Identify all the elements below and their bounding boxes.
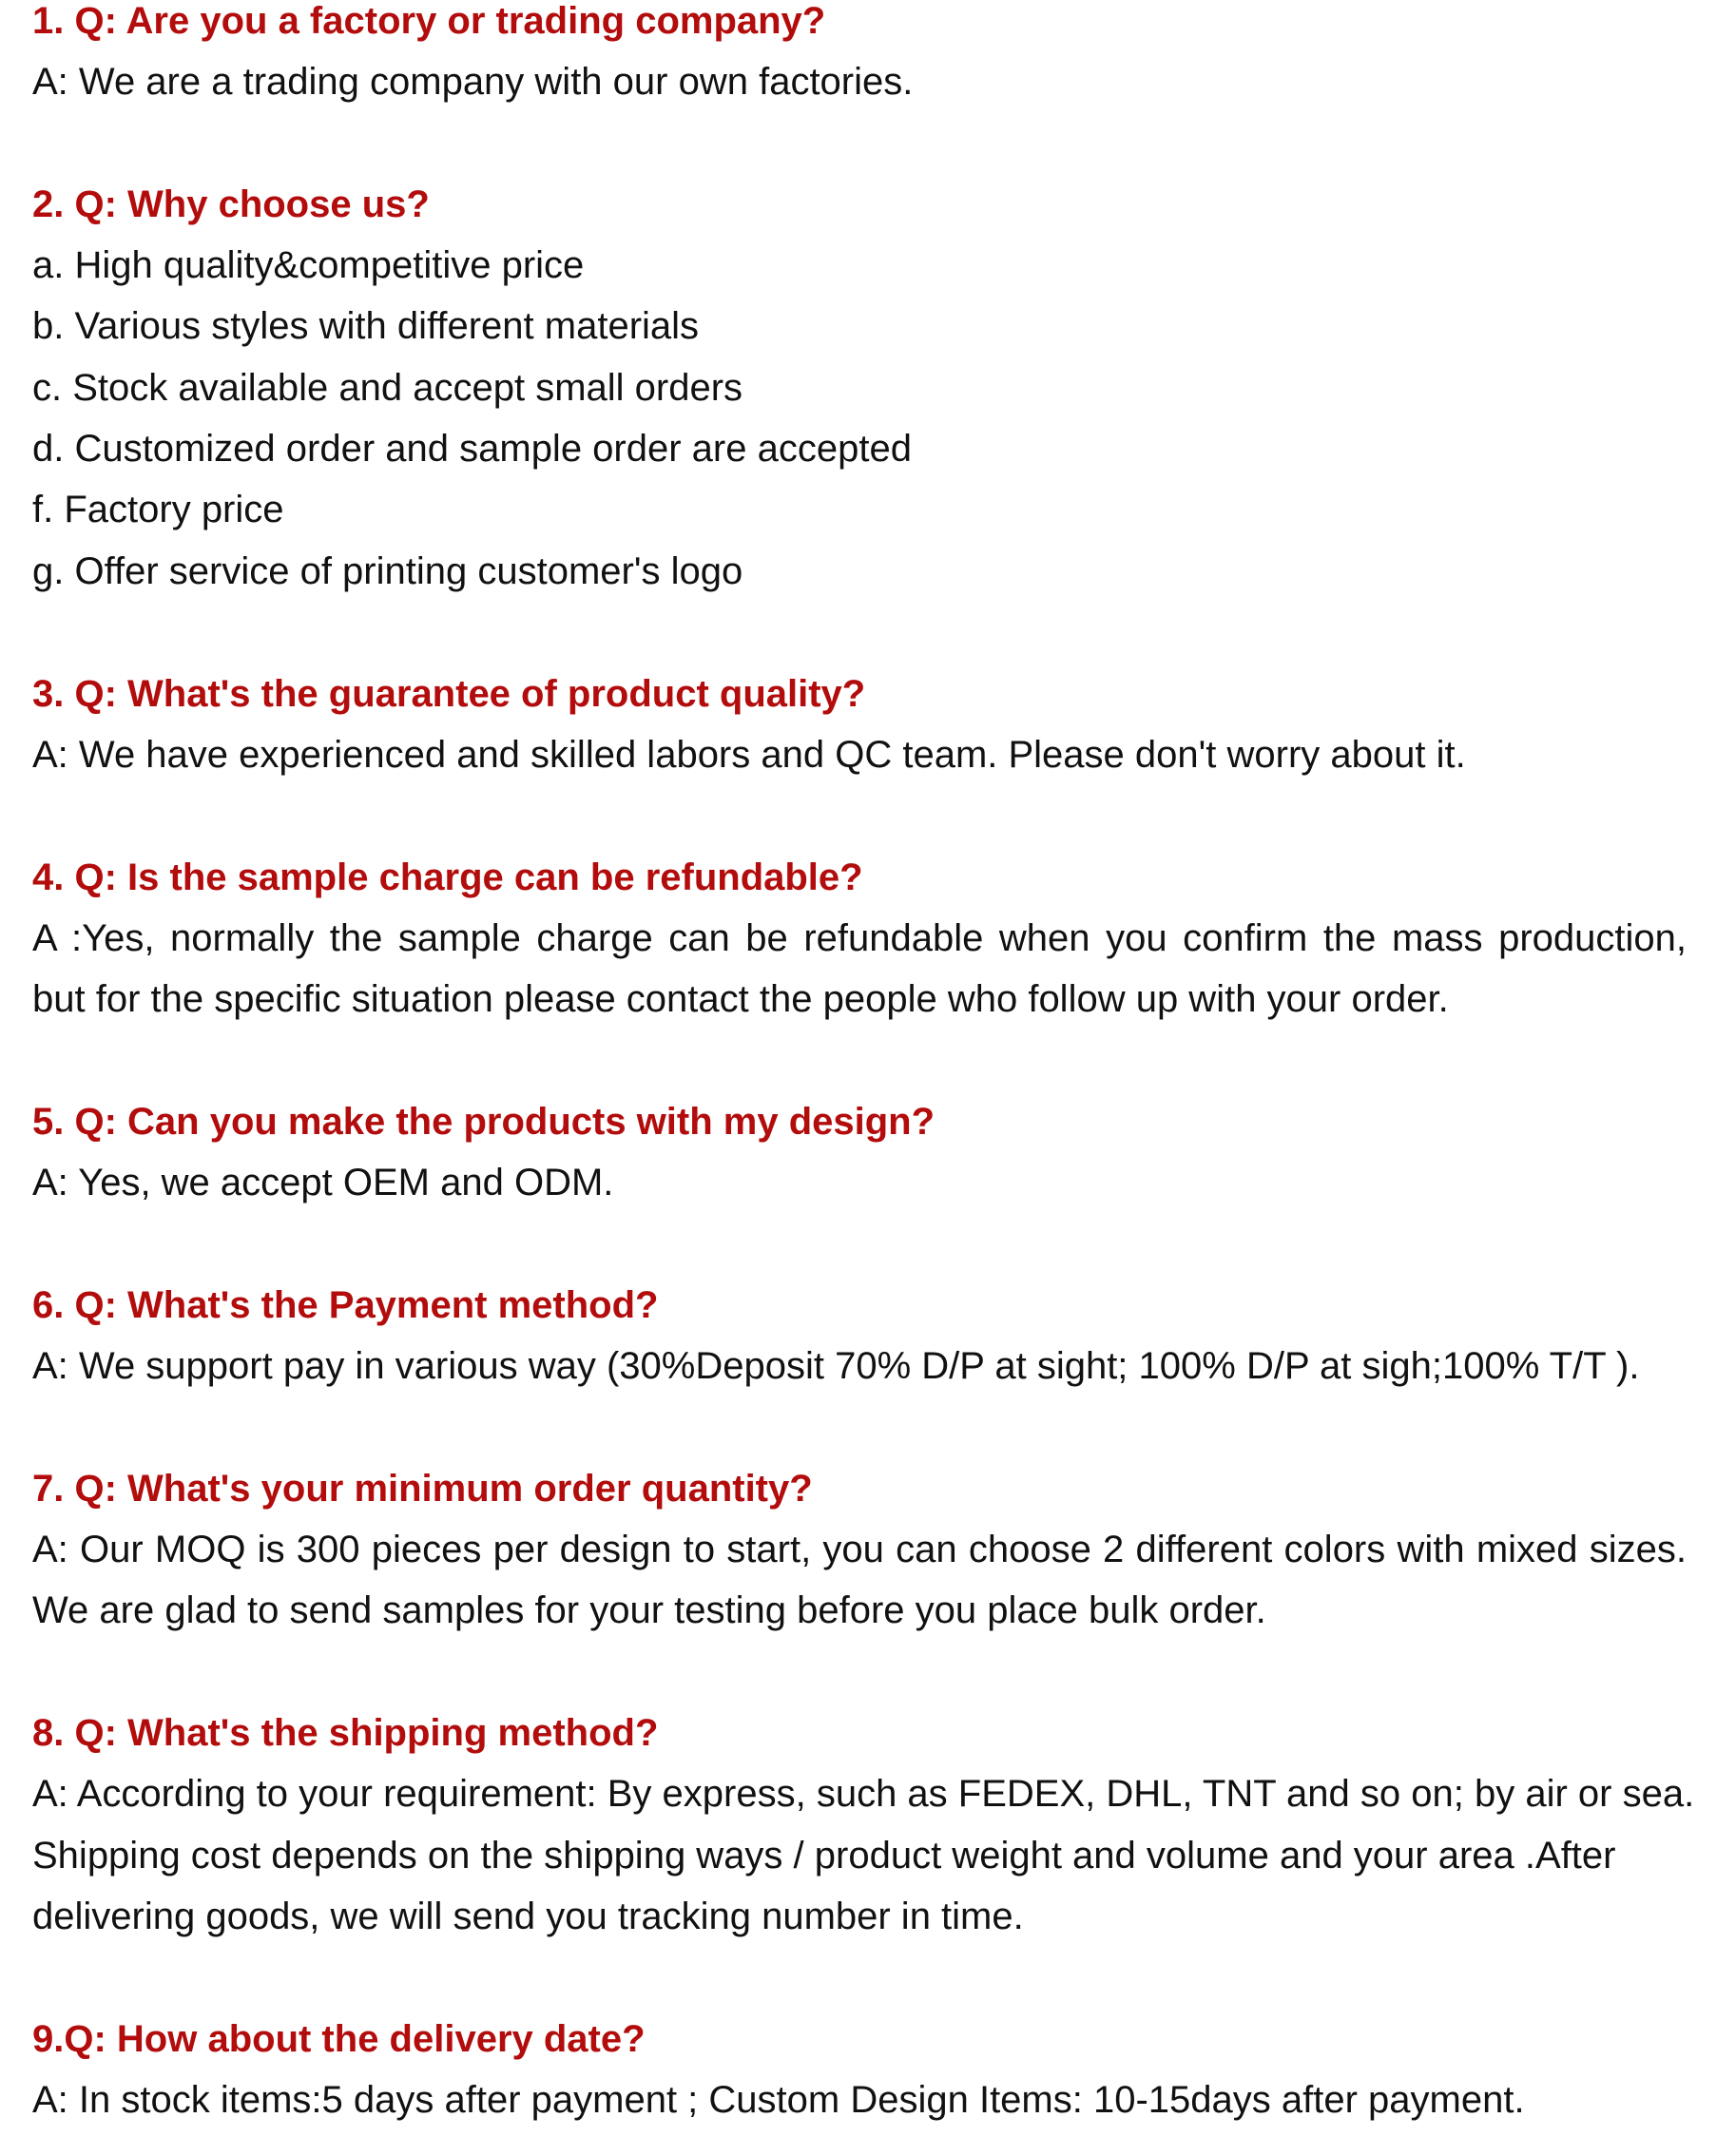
- faq-answer-4-line-1: A :Yes, normally the sample charge can be refundable when you confirm the mass production,: [32, 917, 1687, 959]
- faq-answer-2-line-3: c. Stock available and accept small orders: [32, 367, 743, 409]
- faq-answer-2-line-5: f. Factory price: [32, 489, 284, 530]
- faq-question-6: 6. Q: What's the Payment method?: [32, 1284, 659, 1326]
- faq-answer-4-line-2: but for the specific situation please contact the people who follow up with your order.: [32, 978, 1449, 1020]
- faq-answer-3-line-1: A: We have experienced and skilled labors and QC team. Please don't worry about it.: [32, 734, 1466, 776]
- faq-answer-8-line-1: A: According to your requirement: By express, such as FEDEX, DHL, TNT and so on; by air or sea.: [32, 1773, 1695, 1815]
- faq-answer-2-line-6: g. Offer service of printing customer's logo: [32, 550, 743, 592]
- faq-answer-9-line-1: A: In stock items:5 days after payment ; Custom Design Items: 10-15days after payment.: [32, 2079, 1525, 2121]
- faq-answer-8-line-3: delivering goods, we will send you tracking number in time.: [32, 1896, 1024, 1937]
- faq-question-7: 7. Q: What's your minimum order quantity?: [32, 1468, 813, 1510]
- faq-answer-7-line-2: We are glad to send samples for your testing before you place bulk order.: [32, 1589, 1266, 1631]
- faq-question-4: 4. Q: Is the sample charge can be refundable?: [32, 857, 863, 898]
- faq-question-2: 2. Q: Why choose us?: [32, 183, 430, 225]
- faq-question-5: 5. Q: Can you make the products with my design?: [32, 1101, 936, 1143]
- faq-question-3: 3. Q: What's the guarantee of product quality?: [32, 673, 866, 715]
- faq-question-8: 8. Q: What's the shipping method?: [32, 1712, 659, 1754]
- faq-answer-6-line-1: A: We support pay in various way (30%Deposit 70% D/P at sight; 100% D/P at sigh;100% T/T ).: [32, 1345, 1640, 1387]
- faq-question-1: 1. Q: Are you a factory or trading company?: [32, 0, 826, 42]
- faq-answer-2-line-4: d. Customized order and sample order are accepted: [32, 428, 912, 470]
- faq-answer-8-line-2: Shipping cost depends on the shipping ways / product weight and volume and your area .After: [32, 1835, 1616, 1877]
- faq-answer-2-line-1: a. High quality&competitive price: [32, 244, 585, 286]
- faq-answer-2-line-2: b. Various styles with different materials: [32, 305, 700, 347]
- faq-question-9: 9.Q: How about the delivery date?: [32, 2018, 646, 2060]
- faq-answer-1-line-1: A: We are a trading company with our own factories.: [32, 61, 914, 103]
- faq-answer-7-line-1: A: Our MOQ is 300 pieces per design to start, you can choose 2 different colors with mixed sizes.: [32, 1529, 1687, 1570]
- faq-answer-5-line-1: A: Yes, we accept OEM and ODM.: [32, 1162, 614, 1203]
